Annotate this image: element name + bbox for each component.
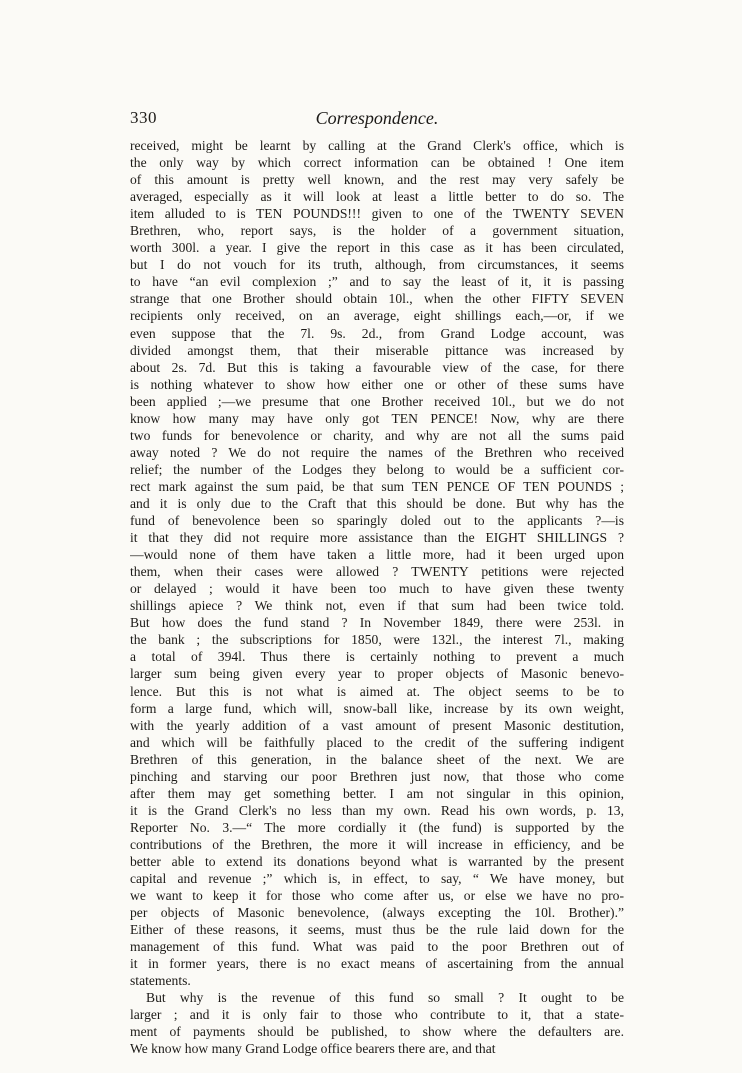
text-line: fund of benevolence been so sparingly doled out to the applicants ?—is [130, 513, 624, 529]
text-line: per objects of Masonic benevolence, (always excepting the 10l. Brother).” [130, 905, 624, 921]
text-line: Brethren of this generation, in the balance sheet of the next. We are [130, 751, 624, 767]
text-line: Brethren, who, report says, is the holder of a government situation, [130, 223, 624, 239]
text-line: of this amount is pretty well known, and the rest may very safely be [130, 172, 624, 188]
running-title: Correspondence. [315, 108, 439, 128]
text-line: ment of payments should be published, to show where the defaulters are. [130, 1024, 624, 1040]
text-line: divided amongst them, that their miserable pittance was increased by [130, 342, 624, 358]
text-line: but I do not vouch for its truth, although, from circumstances, it seems [130, 257, 624, 273]
text-line: the only way by which correct information can be obtained ! One item [130, 155, 624, 171]
text-line: larger sum being given every year to proper objects of Masonic benevo- [130, 666, 624, 682]
text-line: contributions of the Brethren, the more it will increase in efficiency, and be [130, 836, 624, 852]
text-line: capital and revenue ;” which is, in effect, to say, “ We have money, but [130, 871, 624, 887]
text-line: away noted ? We do not require the names of the Brethren who received [130, 444, 624, 460]
text-line: after them may get something better. I am not singular in this opinion, [130, 785, 624, 801]
text-line: even suppose that the 7l. 9s. 2d., from Grand Lodge account, was [130, 325, 624, 341]
text-line: or delayed ; would it have been too much to have given these twenty [130, 581, 624, 597]
text-line: and it is only due to the Craft that this should be done. But why has the [130, 495, 624, 511]
text-line: statements. [130, 973, 191, 989]
text-line: it is the Grand Clerk's no less than my own. Read his own words, p. 13, [130, 802, 624, 818]
text-line: But why is the revenue of this fund so small ? It ought to be [146, 990, 624, 1006]
text-line: it that they did not require more assistance than the EIGHT SHILLINGS ? [130, 530, 624, 546]
text-line: and which will be faithfully placed to the credit of the suffering indigent [130, 734, 624, 750]
text-line: relief; the number of the Lodges they belong to would be a sufficient cor- [130, 461, 624, 477]
text-line: a total of 394l. Thus there is certainly nothing to prevent a much [130, 649, 624, 665]
text-line: shillings apiece ? We think not, even if that sum had been twice told. [130, 598, 624, 614]
text-line: worth 300l. a year. I give the report in this case as it has been circulated, [130, 240, 624, 256]
text-line: with the yearly addition of a vast amount of present Masonic destitution, [130, 717, 624, 733]
text-line: them, when their cases were allowed ? TWENTY petitions were rejected [130, 564, 624, 580]
text-line: Reporter No. 3.—“ The more cordially it (the fund) is supported by the [130, 819, 624, 835]
text-line: recipients only received, on an average, eight shillings each,—or, if we [130, 308, 624, 324]
text-line: to have “an evil complexion ;” and to say the least of it, it is passing [130, 274, 624, 290]
text-line: two funds for benevolence or charity, and why are not all the sums paid [130, 427, 624, 443]
text-line: been applied ;—we presume that one Brother received 10l., but we do not [130, 393, 624, 409]
text-line: —would none of them have taken a little more, had it been urged upon [130, 547, 624, 563]
text-line: is nothing whatever to show how either one or other of these sums have [130, 376, 624, 392]
text-line: received, might be learnt by calling at the Grand Clerk's office, which is [130, 138, 624, 153]
text-line: management of this fund. What was paid to the poor Brethren out of [130, 939, 624, 955]
text-line: Either of these reasons, it seems, must thus be the rule laid down for the [130, 922, 624, 938]
text-line: lence. But this is not what is aimed at. The object seems to be to [130, 683, 624, 699]
text-line: we want to keep it for those who come after us, or else we have no pro- [130, 888, 624, 904]
text-line: the bank ; the subscriptions for 1850, were 132l., the interest 7l., making [130, 632, 624, 648]
text-line: item alluded to is TEN POUNDS!!! given to one of the TWENTY SEVEN [130, 206, 624, 222]
text-line: But how does the fund stand ? In November 1849, there were 253l. in [130, 615, 624, 631]
text-line: We know how many Grand Lodge office bearers there are, and that [130, 1041, 496, 1057]
text-line: better able to extend its donations beyond what is warranted by the present [130, 853, 624, 869]
text-line: averaged, especially as it will look at least a little better to do so. The [130, 189, 624, 205]
text-line: larger ; and it is only fair to those who contribute to it, that a state- [130, 1007, 624, 1023]
text-line: pinching and starving our poor Brethren just now, that those who come [130, 768, 624, 784]
text-line: rect mark against the sum paid, be that sum TEN PENCE OF TEN POUNDS ; [130, 478, 624, 494]
body-text [130, 137, 624, 1058]
page-header [130, 108, 624, 132]
text-line: know how many may have only got TEN PENCE! Now, why are there [130, 410, 624, 426]
page-number: 330 [130, 108, 157, 127]
text-line: it in former years, there is no exact means of ascertaining from the annual [130, 956, 624, 972]
text-line: form a large fund, which will, snow-ball like, increase by its own weight, [130, 700, 624, 716]
text-line: about 2s. 7d. But this is taking a favourable view of the case, for there [130, 359, 624, 375]
text-line: strange that one Brother should obtain 10l., when the other FIFTY SEVEN [130, 291, 624, 307]
